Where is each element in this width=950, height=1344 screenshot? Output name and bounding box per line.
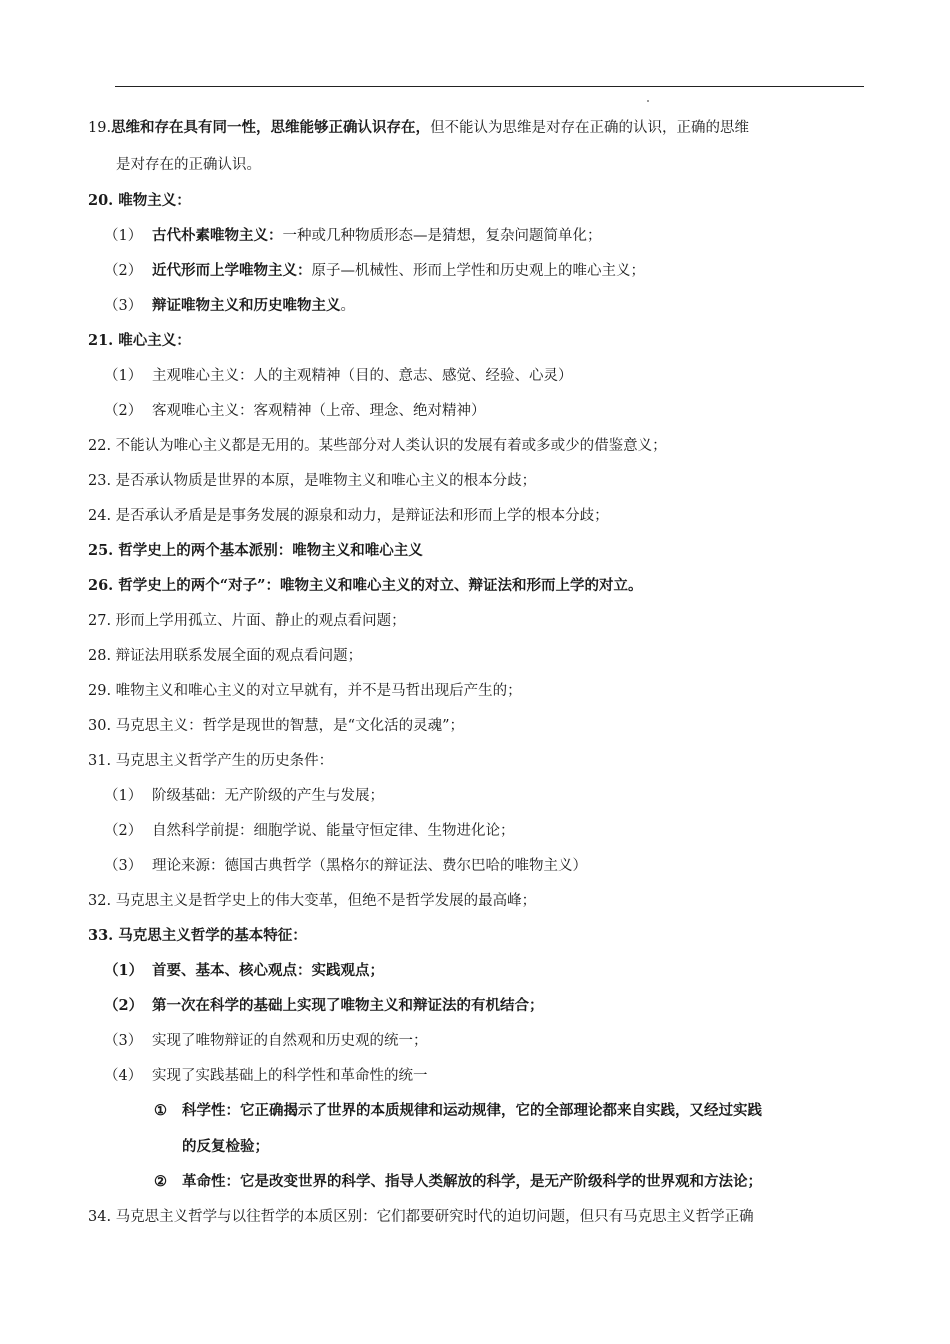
item-33-circled-1-continued: 的反复检验； bbox=[182, 1138, 269, 1155]
item-19-continued: 是对存在的正确认识。 bbox=[116, 157, 261, 173]
item-33-sub-2-number: （2） bbox=[104, 997, 144, 1014]
item-34: 34. 马克思主义哲学与以往哲学的本质区别：它们都要研究时代的迫切问题，但只有马克思主义哲学正确 bbox=[88, 1209, 754, 1225]
item-31-title: 31. 马克思主义哲学产生的历史条件： bbox=[88, 753, 334, 769]
item-20-sub-2-text: 原子—机械性、形而上学性和历史观上的唯心主义； bbox=[311, 263, 645, 279]
item-21-sub-1-text: 主观唯心主义：人的主观精神（目的、意志、感觉、经验、心灵） bbox=[152, 368, 573, 384]
item-33-sub-4-number: （4） bbox=[104, 1068, 143, 1084]
item-23: 23. 是否承认物质是世界的本原，是唯物主义和唯心主义的根本分歧； bbox=[88, 473, 537, 489]
item-20-sub-3 bbox=[104, 296, 355, 316]
item-33-sub-3-text: 实现了唯物辩证的自然观和历史观的统一； bbox=[152, 1033, 428, 1049]
item-20-sub-1-text: 一种或几种物质形态—是猜想，复杂问题简单化； bbox=[282, 228, 602, 244]
item-21-sub-2-number: （2） bbox=[104, 403, 143, 419]
item-20-sub-1-bold: 古代朴素唯物主义： bbox=[152, 227, 283, 244]
item-31-sub-2-number: （2） bbox=[104, 823, 143, 839]
item-26: 26. 哲学史上的两个“对子”：唯物主义和唯心主义的对立、辩证法和形而上学的对立。 bbox=[88, 577, 643, 594]
item-25: 25. 哲学史上的两个基本派别：唯物主义和唯心主义 bbox=[88, 542, 423, 559]
item-31-sub-3-number: （3） bbox=[104, 858, 143, 874]
item-22: 22. 不能认为唯心主义都是无用的。某些部分对人类认识的发展有着或多或少的借鉴意义； bbox=[88, 438, 667, 454]
item-33-sub-2 bbox=[104, 996, 544, 1016]
item-20-sub-3-text: 。 bbox=[340, 298, 355, 314]
item-33-sub-1-text: 首要、基本、核心观点：实践观点； bbox=[152, 962, 384, 979]
item-33-circled-1 bbox=[154, 1101, 762, 1121]
item-33-circled-2 bbox=[154, 1172, 762, 1192]
item-33-sub-3-number: （3） bbox=[104, 1033, 143, 1049]
item-21-sub-2 bbox=[104, 401, 486, 421]
header-rule bbox=[115, 86, 864, 87]
item-20-title: 20. 唯物主义： bbox=[88, 192, 191, 209]
item-24: 24. 是否承认矛盾是是事务发展的源泉和动力，是辩证法和形而上学的根本分歧； bbox=[88, 508, 609, 524]
item-33-sub-3 bbox=[104, 1031, 428, 1051]
item-20-sub-3-bold: 辩证唯物主义和历史唯物主义 bbox=[152, 297, 341, 314]
item-33-sub-1 bbox=[104, 961, 384, 981]
item-20-sub-2 bbox=[104, 261, 645, 281]
item-21-sub-1-number: （1） bbox=[104, 368, 143, 384]
item-31-sub-1-text: 阶级基础：无产阶级的产生与发展； bbox=[152, 788, 384, 804]
item-33-circled-2-mark: ② bbox=[154, 1173, 167, 1190]
item-29: 29. 唯物主义和唯心主义的对立早就有，并不是马哲出现后产生的； bbox=[88, 683, 522, 699]
item-30: 30. 马克思主义：哲学是现世的智慧，是“文化活的灵魂”； bbox=[88, 718, 464, 734]
item-31-sub-2-text: 自然科学前提：细胞学说、能量守恒定律、生物进化论； bbox=[152, 823, 515, 839]
header-dot bbox=[647, 100, 649, 102]
item-19-text: 但不能认为思维是对存在正确的认识，正确的思维 bbox=[430, 120, 750, 136]
item-31-sub-1-number: （1） bbox=[104, 788, 143, 804]
item-27: 27. 形而上学用孤立、片面、静止的观点看问题； bbox=[88, 613, 406, 629]
item-31-sub-3-text: 理论来源：德国古典哲学（黑格尔的辩证法、费尔巴哈的唯物主义） bbox=[152, 858, 587, 874]
item-33-circled-1-text: 科学性：它正确揭示了世界的本质规律和运动规律，它的全部理论都来自实践，又经过实践 bbox=[182, 1102, 762, 1119]
item-20-sub-2-bold: 近代形而上学唯物主义： bbox=[152, 262, 312, 279]
item-32: 32. 马克思主义是哲学史上的伟大变革，但绝不是哲学发展的最高峰； bbox=[88, 893, 537, 909]
item-21-title: 21. 唯心主义： bbox=[88, 332, 191, 349]
item-21-sub-2-text: 客观唯心主义：客观精神（上帝、理念、绝对精神） bbox=[152, 403, 486, 419]
item-33-circled-2-text: 革命性：它是改变世界的科学、指导人类解放的科学，是无产阶级科学的世界观和方法论； bbox=[182, 1173, 762, 1190]
item-31-sub-2 bbox=[104, 821, 515, 841]
item-33-sub-2-text: 第一次在科学的基础上实现了唯物主义和辩证法的有机结合； bbox=[152, 997, 544, 1014]
item-19-number: 19. bbox=[88, 120, 112, 136]
item-28: 28. 辩证法用联系发展全面的观点看问题； bbox=[88, 648, 363, 664]
item-33-sub-1-number: （1） bbox=[104, 962, 144, 979]
item-33-sub-4-text: 实现了实践基础上的科学性和革命性的统一 bbox=[152, 1068, 428, 1084]
item-33-circled-1-mark: ① bbox=[154, 1102, 167, 1119]
item-21-sub-1 bbox=[104, 366, 573, 386]
item-20-sub-2-number: （2） bbox=[104, 263, 143, 279]
item-31-sub-3 bbox=[104, 856, 587, 876]
item-20-sub-3-number: （3） bbox=[104, 298, 143, 314]
item-20-sub-1 bbox=[104, 226, 602, 246]
item-20-sub-1-number: （1） bbox=[104, 228, 143, 244]
item-33-sub-4 bbox=[104, 1066, 428, 1086]
item-19-bold: 思维和存在具有同一性，思维能够正确认识存在， bbox=[111, 119, 431, 136]
item-33-title: 33. 马克思主义哲学的基本特征： bbox=[88, 927, 307, 944]
item-19 bbox=[88, 118, 749, 138]
item-31-sub-1 bbox=[104, 786, 384, 806]
